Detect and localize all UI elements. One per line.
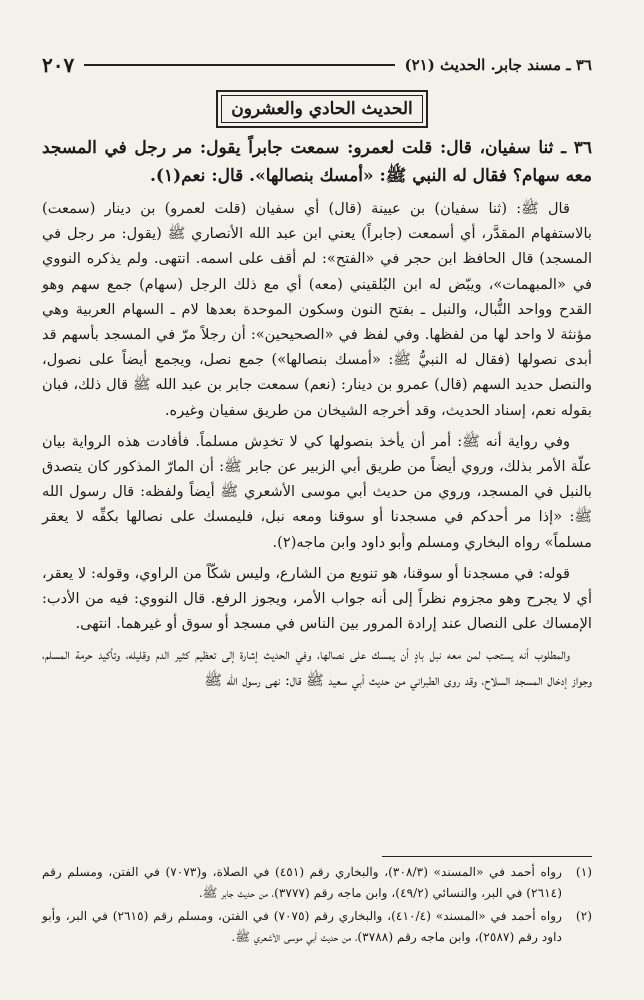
section-heading: الحديث الحادي والعشرون	[231, 99, 413, 119]
commentary-paragraph: قال ﷺ: (ثنا سفيان) بن عيينة (قال) أي سفيان (قلت لعمرو) بن دينار (سمعت) بالاستفهام المقدَّر، أي أسمعت (جابراً) يعني ابن عبد الله الأنصاري ﷺ (يقول: مر رجل في المسجد) قال الحافظ ابن حجر في «الفتح»: لم أقف على اسمه. انتهى. ولم يذكره النووي في «المبهمات»، ويبّض له ابن البُلقيني (معه) أي مع ذلك الرجل (سهام) جمع سهم وهو القدح وواحد النُّبال، والنبل ـ بفتح النون وسكون الموحدة بعدها لام ـ السهام العربية وهي مؤنثة لا واحد لها من لفظها. وفي لفظ في «الصحيحين»: أن رجلاً مرّ في المسجد بأسهم قد أبدى نصولها (فقال له النبيُّ ﷺ: «أمسك بنصالها») جمع نصل، ويجمع أيضاً على نصول، والنصل حديد السهم (قال) عمرو بن دينار: (نعم) سمعت جابر بن عبد الله ﷺ قال ذلك، فبان بقوله نعم، إسناد الحديث، وقد أخرجه الشيخان من طريق سفيان وغيره.	[42, 200, 592, 419]
footnote-number: (٢)	[575, 909, 592, 923]
footnote-text: رواه أحمد في «المسند» (٣٠٨/٣)، والبخاري رقم (٤٥١) في الصلاة، و(٧٠٧٣) في الفتن، ومسلم رقم (٢٦١٤) في البر، والنسائي (٤٩/٢)، وابن ماجه رقم (٣٧٧٧)، من حديث جابر ﷺ.	[42, 865, 563, 900]
running-title: ٣٦ ـ مسند جابر. الحديث (٢١)	[404, 56, 592, 74]
commentary-paragraph: وفي رواية أنه ﷺ: أمر أن يأخذ بنصولها كي لا تخدِش مسلماً. فأفادت هذه الرواية بيان علّة الأمر بذلك، وروي أيضاً من طريق أبي الزبير عن جابر ﷺ: أن المارّ المذكور كان يتصدق بالنبل في المسجد، وروي من حديث أبي موسى الأشعري ﷺ أيضاً ولفظه: قال رسول الله ﷺ: «إذا مر أحدكم في مسجدنا أو سوقنا ومعه نبل، فليمسك على نصالها بكفِّه لا يعقر مسلماً» رواه البخاري ومسلم وأبو داود وابن ماجه(٢).	[42, 432, 592, 551]
hadith-text: ٣٦ ـ ثنا سفيان، قال: قلت لعمرو: سمعت جابراً يقول: مر رجل في المسجد معه سهام؟ فقال له النبي ﷺ: «أمسك بنصالها». قال: نعم(١).	[42, 138, 592, 186]
footnote	[42, 862, 592, 904]
page-number: ٢٠٧	[42, 53, 75, 77]
footnote-text: رواه أحمد في «المسند» (٤١٠/٤)، والبخاري رقم (٧٠٧٥) في الفتن، ومسلم رقم (٢٦١٥) في البر، وأبو داود رقم (٢٥٨٧)، وابن ماجه رقم (٣٧٨٨)، من حديث أبي موسى الأشعري ﷺ.	[42, 909, 562, 944]
footnotes	[42, 862, 592, 950]
header-rule	[84, 64, 394, 66]
running-header	[42, 52, 592, 78]
main-text	[42, 134, 592, 693]
commentary-paragraph: قوله: في مسجدنا أو سوقنا، هو تنويع من الشارع، وليس شكّاً من الراوي، وقوله: لا يعقر، أي لا يجرح وهو مجزوم نظراً إلى أنه جواب الأمر، ويجوز الرفع. قال النووي: فيه من الأدب: الإمساك على النصال عند إرادة المرور بين الناس في مسجد أو سوق أو غيرهما. انتهى.	[42, 564, 592, 633]
footnote-separator	[382, 856, 592, 857]
footnote	[42, 906, 592, 948]
commentary-paragraph: والمطلوب أنه يستحب لمن معه نبل بادٍ أن يمسك على نصالها، وفي الحديث إشارة إلى تعظيم كثير الدم وقليله، وتأكيد حرمة المسلم، وجواز إدخال المسجد السلاح، وقد روى الطبراني من حديث أبي سعيد ﷺ قال: نهى رسول الله ﷺ	[42, 646, 592, 689]
footnote-number: (١)	[575, 865, 592, 879]
section-heading-frame	[216, 90, 428, 128]
